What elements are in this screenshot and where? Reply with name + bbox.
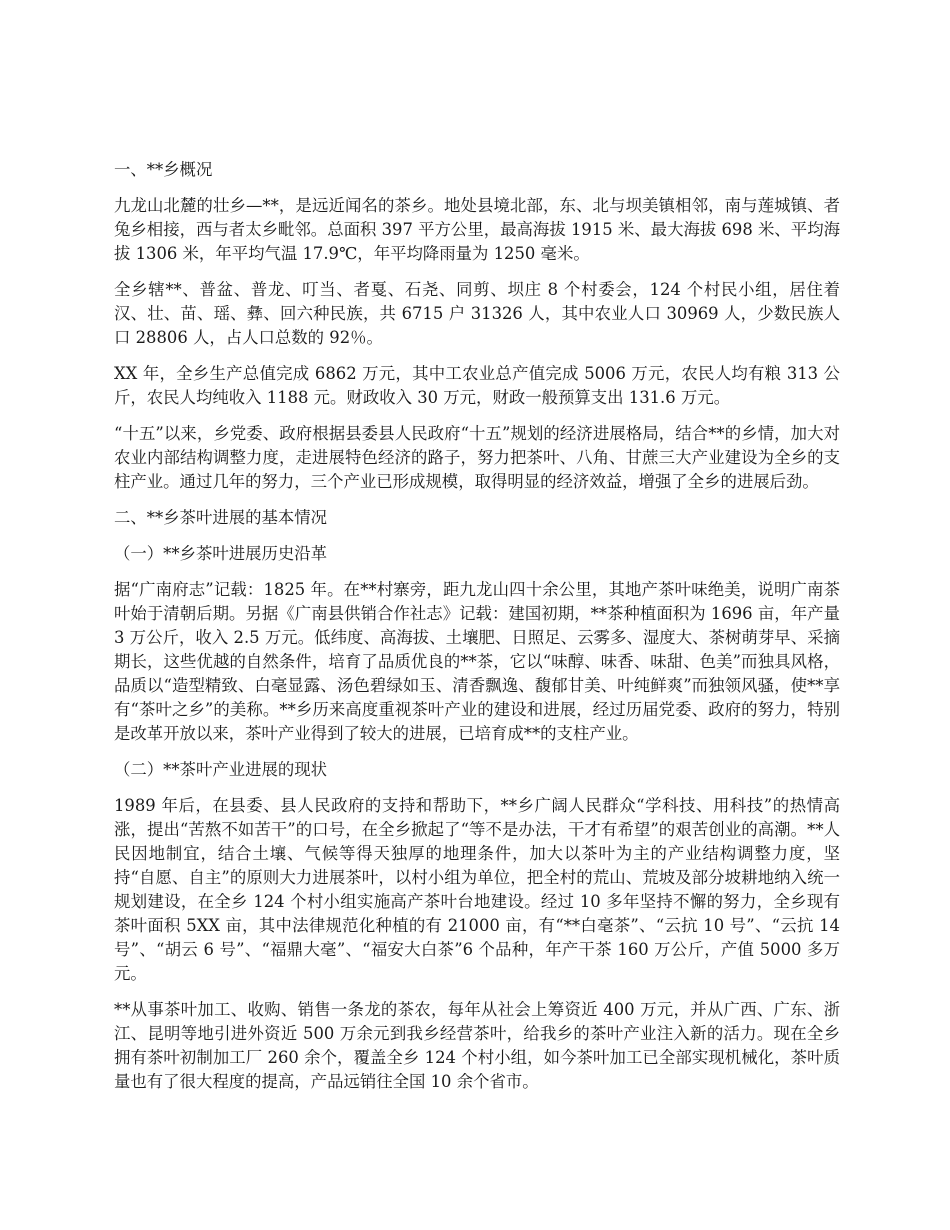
paragraph-current-status: 1989 年后，在县委、县人民政府的支持和帮助下，**乡广阔人民群众“学科技、用科技”的热情高涨，提出“苦熬不如苦干”的口号，在全乡掀起了“等不是办法，干才有希望”的艰苦创业的高潮。**人民因地制宜，结合土壤、气候等得天独厚的地理条件，加大以茶叶为主的产业结构调整力度，坚持“自愿、自主”的原则大力进展茶叶，以村小组为单位，把全村的荒山、荒坡及部分坡耕地纳入统一规划建设，在全乡 124 个村小组实施高产茶叶台地建设。经过 10 多年坚持不懈的努力，全乡现有茶叶面积 5XX 亩，其中法律规范化种植的有 21000 亩，有“**白毫茶”、“云抗 10 号”、“云抗 14 号”、“胡云 6 号”、“福鼎大毫”、“福安大白茶”6 个品种，年产干茶 160 万公斤，产值 5000 多万元。: [114, 796, 840, 983]
paragraph-location: 九龙山北麓的壮乡—**，是远近闻名的茶乡。地处县境北部，东、北与坝美镇相邻，南与莲城镇、者兔乡相接，西与者太乡毗邻。总面积 397 平方公里，最高海拔 1915 米、最大海拔 698 米、平均海拔 1306 米，年平均气温 17.9℃，年平均降雨量为 1250 毫米。: [114, 196, 840, 263]
paragraph-economy: XX 年，全乡生产总值完成 6862 万元，其中工农业总产值完成 5006 万元，农民人均有粮 313 公斤，农民人均纯收入 1188 元。财政收入 30 万元，财政一般预算支出 131.6 万元。: [114, 364, 840, 407]
subsection-heading-history: （一）**乡茶叶进展历史沿革: [114, 544, 328, 563]
paragraph-population: 全乡辖**、普盆、普龙、叮当、者戛、石尧、同剪、坝庄 8 个村委会，124 个村民小组，居住着汉、壮、苗、瑶、彝、回六种民族，共 6715 户 31326 人，其中农业人口 30969 人，少数民族人口 28806 人，占人口总数的 92％。: [114, 280, 840, 347]
paragraph-industry-plan: “十五”以来，乡党委、政府根据县委县人民政府“十五”规划的经济进展格局，结合**的乡情，加大对农业内部结构调整力度，走进展特色经济的路子，努力把茶叶、八角、甘蔗三大产业建设为全乡的支柱产业。通过几年的努力，三个产业已形成规模，取得明显的经济效益，增强了全乡的进展后劲。: [114, 424, 840, 491]
subsection-heading-current-status: （二）**茶叶产业进展的现状: [114, 760, 328, 779]
document-body: [114, 158, 840, 1106]
paragraph-processing: **从事茶叶加工、收购、销售一条龙的茶农，每年从社会上筹资近 400 万元，并从广西、广东、浙江、昆明等地引进外资近 500 万余元到我乡经营茶叶，给我乡的茶叶产业注入新的活力。现在全乡拥有茶叶初制加工厂 260 余个，覆盖全乡 124 个村小组，如今茶叶加工已全部实现机械化，茶叶质量也有了很大程度的提高，产品远销往全国 10 余个省市。: [114, 1000, 840, 1091]
section-heading-tea-development: 二、**乡茶叶进展的基本情况: [114, 508, 328, 527]
paragraph-history: 据“广南府志”记载：1825 年。在**村寨旁，距九龙山四十余公里，其地产茶叶味绝美，说明广南茶叶始于清朝后期。另据《广南县供销合作社志》记载：建国初期，**茶种植面积为 1696 亩，年产量 3 万公斤，收入 2.5 万元。低纬度、高海拔、土壤肥、日照足、云雾多、湿度大、茶树萌芽早、采摘期长，这些优越的自然条件，培育了品质优良的**茶，它以“味醇、味香、味甜、色美”而独具风格，品质以“造型精致、白毫显露、汤色碧绿如玉、清香飘逸、馥郁甘美、叶纯鲜爽”而独领风骚，使**享有“茶叶之乡”的美称。**乡历来高度重视茶叶产业的建设和进展，经过历届党委、政府的努力，特别是改革开放以来，茶叶产业得到了较大的进展，已培育成**的支柱产业。: [114, 580, 840, 743]
section-heading-overview: 一、**乡概况: [114, 160, 213, 179]
